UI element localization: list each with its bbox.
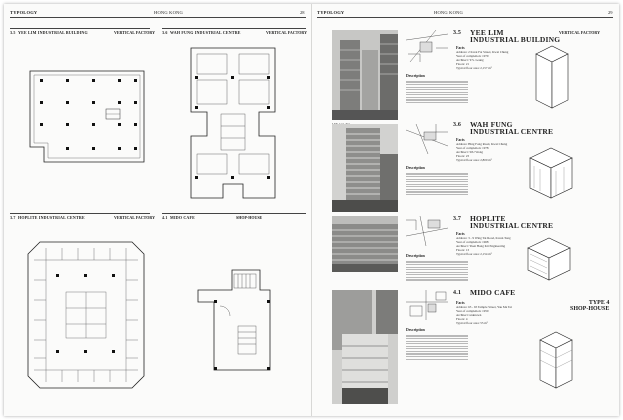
panel-3-7-heading <box>10 215 85 220</box>
photo-mido-cafe <box>332 290 398 404</box>
panel-rule-3-6 <box>162 28 306 29</box>
panel-3-7-tag: VERTICAL FACTORY <box>114 215 156 220</box>
panel-4-1-heading <box>162 215 195 220</box>
entry-4-1-fact: Address: 63 - 65 Temple Street, Yau Ma Tei <box>456 305 512 309</box>
entry-3-6-fact: Architect: SIU Wong <box>456 149 483 154</box>
type-label-name: SHOP-HOUSE <box>570 306 610 313</box>
entry-3-7-title-l2: INDUSTRIAL CENTRE <box>470 221 554 231</box>
entry-3-7-description-text <box>406 260 468 282</box>
entry-4-1-description-heading: Description <box>406 328 425 332</box>
right-runhead-city: HONG KONG <box>434 10 463 15</box>
entry-3-5-description-heading: Description <box>406 74 425 78</box>
entry-4-1-fact: Floors: 4 <box>456 316 468 321</box>
panel-3-6-heading <box>162 30 241 35</box>
photo-wah-fung <box>332 124 398 212</box>
panel-3-7-title: HOPLITE INDUSTRIAL CENTRE <box>18 215 85 220</box>
entry-3-6-num: 3.6 <box>453 122 462 128</box>
panel-rule-4-1 <box>162 213 306 214</box>
entry-3-7-description-heading: Description <box>406 254 425 258</box>
right-head-rule <box>317 17 613 18</box>
panel-3-5-title: YEE LIM INDUSTRIAL BUILDING <box>18 30 88 35</box>
floor-plan-wah-fung <box>187 44 279 202</box>
panel-3-6-title: WAH FUNG INDUSTRIAL CENTRE <box>170 30 241 35</box>
left-page-number: 28 <box>300 10 305 15</box>
entry-3-5-fact: Architect: Y.S. Leung <box>456 57 484 62</box>
photo-hoplite <box>332 216 398 272</box>
entry-3-7-fact: Typical floor area: 2,154 m² <box>456 251 492 256</box>
entry-4-1-fact: Year of completion: 1950 <box>456 308 489 313</box>
panel-4-1-title: MIDO CAFE <box>170 215 196 220</box>
axonometric-wah-fung <box>526 144 576 200</box>
entry-3-5-description-text <box>406 80 468 105</box>
entry-3-6-title-l2: INDUSTRIAL CENTRE <box>470 127 554 137</box>
site-map-mido-cafe <box>406 290 448 320</box>
axonometric-hoplite <box>524 234 574 284</box>
right-page-number: 29 <box>608 10 613 15</box>
panel-3-6-tag: VERTICAL FACTORY <box>266 30 308 35</box>
entry-3-6-facts <box>456 143 507 163</box>
entry-3-5-facts <box>456 51 508 71</box>
site-map-wah-fung <box>406 124 448 154</box>
entry-4-1-fact: Typical floor area: 55 m² <box>456 320 488 325</box>
entry-3-7-title <box>470 215 553 229</box>
entry-3-6-title <box>470 121 553 135</box>
entry-3-6-description-text <box>406 172 468 197</box>
panel-3-6-num: 3.6 <box>162 30 168 35</box>
entry-4-1-facts-heading: Facts <box>456 301 465 305</box>
entry-3-7-title-l1: HOPLITE <box>470 214 506 223</box>
entry-3-5-fact: Address: 2 Kwai Fat Street, Kwai Chung <box>456 50 509 54</box>
entry-3-6-fact: Typical floor area: 2,800 m² <box>456 157 492 162</box>
type-label <box>570 300 609 312</box>
site-map-yee-lim <box>406 30 448 62</box>
entry-3-5-title-l2: INDUSTRIAL BUILDING <box>470 35 561 45</box>
entry-3-5-title-l1: YEE LIM <box>470 28 504 37</box>
panel-rule-3-5 <box>10 28 150 29</box>
panel-4-1-num: 4.1 <box>162 215 168 220</box>
entry-4-1-title-l1: MIDO CAFE <box>470 288 516 297</box>
type-label-number: TYPE 4 <box>588 300 610 306</box>
axonometric-mido-cafe <box>534 326 578 392</box>
entry-4-1-description-text <box>406 334 468 361</box>
entry-3-6-title-l1: WAH FUNG <box>470 120 513 129</box>
entry-3-5-fact: Typical floor area: 2,157 m² <box>456 65 492 70</box>
entry-3-6-fact: Floors: 23 <box>456 153 470 158</box>
left-runhead-section: TYPOLOGY <box>10 10 38 15</box>
entry-3-5-num: 3.5 <box>453 30 462 36</box>
entry-3-6-facts-heading: Facts <box>456 138 465 142</box>
panel-3-5-heading <box>10 30 88 35</box>
entry-3-5-fact: Floors: 21 <box>456 61 470 66</box>
panel-3-5-tag: VERTICAL FACTORY <box>114 30 156 35</box>
panel-3-7-num: 3.7 <box>10 215 16 220</box>
left-head-rule <box>10 17 306 18</box>
entry-3-7-num: 3.7 <box>453 216 462 222</box>
panel-3-5-num: 3.5 <box>10 30 16 35</box>
panel-rule-3-7 <box>10 213 150 214</box>
entry-4-1-num: 4.1 <box>453 290 462 296</box>
page-gutter <box>311 4 312 416</box>
entry-3-7-facts <box>456 237 511 257</box>
entry-3-7-fact: Architect: Yuen Hong Kit Engineering <box>456 243 506 248</box>
entry-4-1-facts <box>456 306 512 326</box>
axonometric-yee-lim <box>532 42 572 112</box>
entry-3-5-facts-heading: Facts <box>456 46 465 50</box>
entry-3-6-fact: Address: Hing Fong Road, Kwai Chung <box>456 142 508 146</box>
photo-yee-lim <box>332 30 398 120</box>
floor-plan-yee-lim <box>28 69 146 164</box>
left-runhead-city: HONG KONG <box>154 10 183 15</box>
right-tag-vertical-factory: VERTICAL FACTORY <box>559 30 601 35</box>
book-spread <box>4 4 619 416</box>
entry-3-7-fact: Address: 3 - 9 Wing Tai Road, Kwun Tong <box>456 236 511 240</box>
floor-plan-hoplite <box>26 240 146 390</box>
entry-4-1-fact: Architect: unknown <box>456 312 482 317</box>
entry-3-7-fact: Year of completion: 1968 <box>456 239 489 244</box>
entry-4-1-title <box>470 289 515 296</box>
entry-3-7-facts-heading: Facts <box>456 232 465 236</box>
site-map-hoplite <box>406 216 448 246</box>
entry-3-6-description-heading: Description <box>406 166 425 170</box>
entry-3-5-fact: Year of completion: 1979 <box>456 53 489 58</box>
entry-3-6-fact: Year of completion: 1978 <box>456 145 489 150</box>
floor-plan-mido-cafe <box>194 266 274 376</box>
right-runhead-section: TYPOLOGY <box>317 10 345 15</box>
panel-4-1-tag: SHOP-HOUSE <box>236 215 263 220</box>
entry-3-7-fact: Floors: 13 <box>456 247 470 252</box>
